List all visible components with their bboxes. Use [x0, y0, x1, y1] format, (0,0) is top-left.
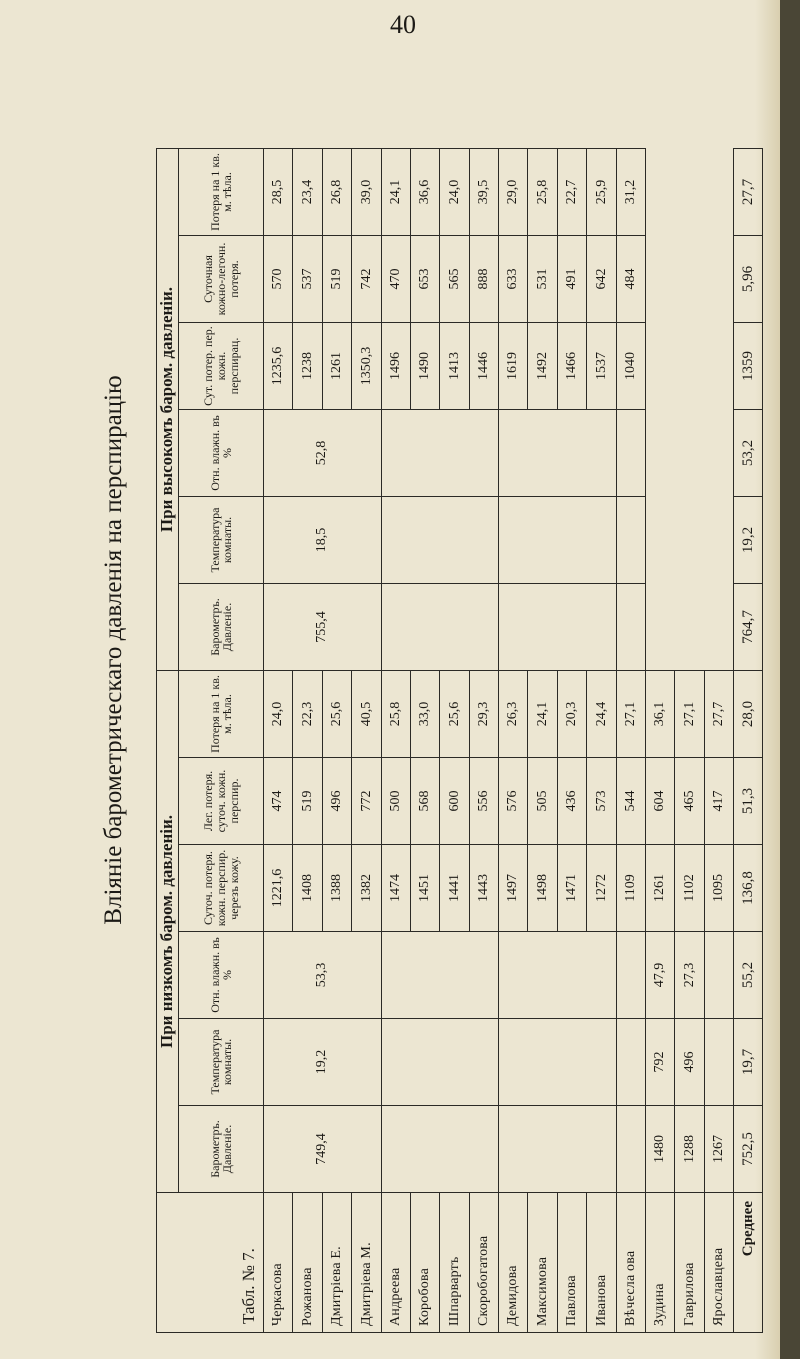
cell-lm: 24,1 — [528, 671, 557, 758]
cell-hm: 31,2 — [616, 149, 645, 236]
cell-lloss: 568 — [410, 758, 439, 845]
cell-hper: 1413 — [440, 323, 469, 410]
cell-hm: 39,0 — [352, 149, 381, 236]
cell-lloss: 576 — [499, 758, 528, 845]
average-lper: 136,8 — [734, 845, 763, 932]
cell-hp — [616, 584, 645, 671]
cell-hloss: 491 — [557, 236, 586, 323]
row-name: Павлова — [557, 1193, 586, 1333]
cell-hper: 1492 — [528, 323, 557, 410]
average-label: Среднее — [734, 1193, 763, 1333]
average-lloss: 51,3 — [734, 758, 763, 845]
table-row — [704, 149, 733, 1333]
table-row — [499, 149, 528, 1333]
cell-hm: 36,1 — [645, 671, 674, 758]
cell-lm: 22,3 — [293, 671, 322, 758]
average-ht: 19,2 — [734, 497, 763, 584]
cell-hloss: 565 — [440, 236, 469, 323]
row-name: Андреева — [381, 1193, 410, 1333]
cell-hm: 25,9 — [587, 149, 616, 236]
cell-hh: 52,8 — [264, 410, 382, 497]
row-name: Вѣчесла ова — [616, 1193, 645, 1333]
col-low-loss: Лег. потеря. суточ. кожн. перспир. — [179, 758, 264, 845]
cell-hper: 1040 — [616, 323, 645, 410]
cell-lper: 1471 — [557, 845, 586, 932]
cell-lp: 749,4 — [264, 1106, 382, 1193]
cell-hm: 25,8 — [528, 149, 557, 236]
col-low-per-m: Потеря на 1 кв. м. тѣла. — [179, 671, 264, 758]
cell-hp — [381, 584, 499, 671]
col-high-per-m: Потеря на 1 кв. м. тѣла. — [179, 149, 264, 236]
cell-lloss: 792 — [645, 1019, 674, 1106]
cell-lm: 20,3 — [557, 671, 586, 758]
col-low-temperature: Температура комнаты. — [179, 1019, 264, 1106]
table-body — [264, 149, 763, 1333]
cell-lper: 1272 — [587, 845, 616, 932]
cell-lm: 25,8 — [381, 671, 410, 758]
cell-lloss: 500 — [381, 758, 410, 845]
cell-lh: 53,3 — [264, 932, 382, 1019]
col-low-pressure: Барометръ. Давленіе. — [179, 1106, 264, 1193]
cell-lt — [616, 1019, 645, 1106]
cell-hloss: 470 — [381, 236, 410, 323]
cell-hper: 1537 — [587, 323, 616, 410]
cell-lloss: 600 — [440, 758, 469, 845]
cell-ht — [381, 497, 499, 584]
cell-lloss: 496 — [675, 1019, 704, 1106]
cell-hper: 1238 — [293, 323, 322, 410]
cell-lper: 1109 — [616, 845, 645, 932]
cell-lper: 1288 — [675, 1106, 704, 1193]
cell-hper: 1261 — [322, 323, 351, 410]
cell-lm: 27,1 — [616, 671, 645, 758]
cell-ht — [616, 497, 645, 584]
col-high-temperature: Температура комнаты. — [179, 497, 264, 584]
cell-hm: 24,0 — [440, 149, 469, 236]
cell-hper: 1095 — [704, 845, 733, 932]
cell-hloss: 417 — [704, 758, 733, 845]
col-low-perspiration: Суточ. потеря. кожн. перспир. черезъ кожу. — [179, 845, 264, 932]
cell-lloss: 544 — [616, 758, 645, 845]
row-name: Черкасова — [264, 1193, 293, 1333]
cell-hm: 26,8 — [322, 149, 351, 236]
average-hloss: 5,96 — [734, 236, 763, 323]
table-row — [675, 149, 704, 1333]
cell-lh — [499, 932, 617, 1019]
cell-lper: 1382 — [352, 845, 381, 932]
cell-lloss: 436 — [557, 758, 586, 845]
cell-hloss: 642 — [587, 236, 616, 323]
cell-hper: 1446 — [469, 323, 498, 410]
cell-lm: 24,4 — [587, 671, 616, 758]
row-name: Коробова — [410, 1193, 439, 1333]
average-hper: 1359 — [734, 323, 763, 410]
average-hp: 764,7 — [734, 584, 763, 671]
cell-lper: 1221,6 — [264, 845, 293, 932]
table-row — [645, 149, 674, 1333]
cell-hloss: 653 — [410, 236, 439, 323]
cell-lm: 27,3 — [675, 932, 704, 1019]
cell-lper: 1388 — [322, 845, 351, 932]
cell-hh — [616, 410, 645, 497]
cell-hper: 1496 — [381, 323, 410, 410]
cell-hloss: 633 — [499, 236, 528, 323]
cell-lp — [499, 1106, 617, 1193]
cell-hloss: 531 — [528, 236, 557, 323]
data-table — [156, 148, 756, 1333]
cell-hm: 27,7 — [704, 671, 733, 758]
row-name: Демидова — [499, 1193, 528, 1333]
row-name: Ярославцева — [704, 1193, 733, 1333]
cell-hm: 22,7 — [557, 149, 586, 236]
average-row — [734, 149, 763, 1333]
table-row — [616, 149, 645, 1333]
cell-hp: 755,4 — [264, 584, 382, 671]
cell-lper: 1498 — [528, 845, 557, 932]
cell-lt — [499, 1019, 617, 1106]
cell-lt — [381, 1019, 499, 1106]
cell-hh — [499, 410, 617, 497]
cell-lper: 1497 — [499, 845, 528, 932]
cell-lloss: 474 — [264, 758, 293, 845]
cell-lloss: 505 — [528, 758, 557, 845]
cell-lm: 29,3 — [469, 671, 498, 758]
cell-lm: 26,3 — [499, 671, 528, 758]
cell-lper: 1441 — [440, 845, 469, 932]
table-row — [381, 149, 410, 1333]
group-high-header: При высокомъ баром. давленіи. — [157, 149, 179, 671]
col-high-perspiration: Сут. потер. пер. кожн. перспирац. — [179, 323, 264, 410]
page-number: 40 — [390, 10, 416, 39]
row-name: Зудина — [645, 1193, 674, 1333]
group-low-header: При низкомъ баром. давленіи. — [157, 671, 179, 1193]
cell-hm: 24,1 — [381, 149, 410, 236]
average-lh: 55,2 — [734, 932, 763, 1019]
row-name: Дмитріева Е. — [322, 1193, 351, 1333]
row-name: Рожанова — [293, 1193, 322, 1333]
cell-lper: 1480 — [645, 1106, 674, 1193]
row-name: Дмитріева М. — [352, 1193, 381, 1333]
cell-hper: 1619 — [499, 323, 528, 410]
cell-hper: 1466 — [557, 323, 586, 410]
cell-lm: 47,9 — [645, 932, 674, 1019]
cell-hloss: 570 — [264, 236, 293, 323]
row-name: Шпарвартъ — [440, 1193, 469, 1333]
col-high-pressure: Барометръ. Давленіе. — [179, 584, 264, 671]
book-spine-edge — [780, 0, 800, 1359]
cell-lloss: 573 — [587, 758, 616, 845]
cell-lp — [381, 1106, 499, 1193]
cell-hloss: 742 — [352, 236, 381, 323]
cell-ht: 18,5 — [264, 497, 382, 584]
cell-lh — [616, 932, 645, 1019]
average-hh: 53,2 — [734, 410, 763, 497]
average-lp: 752,5 — [734, 1106, 763, 1193]
average-lt: 19,7 — [734, 1019, 763, 1106]
cell-lm: 25,6 — [440, 671, 469, 758]
cell-lper: 1474 — [381, 845, 410, 932]
cell-hm: 27,1 — [675, 671, 704, 758]
cell-hm: 28,5 — [264, 149, 293, 236]
row-name: Максимова — [528, 1193, 557, 1333]
cell-hper: 1261 — [645, 845, 674, 932]
cell-hloss: 519 — [322, 236, 351, 323]
cell-lloss: 556 — [469, 758, 498, 845]
cell-hloss: 484 — [616, 236, 645, 323]
cell-lloss: 496 — [322, 758, 351, 845]
cell-lm: 24,0 — [264, 671, 293, 758]
cell-lloss: 772 — [352, 758, 381, 845]
cell-hloss: 604 — [645, 758, 674, 845]
cell-hper: 1350,3 — [352, 323, 381, 410]
row-name: Иванова — [587, 1193, 616, 1333]
cell-hper: 1102 — [675, 845, 704, 932]
col-high-humidity: Отн. влажн. въ % — [179, 410, 264, 497]
cell-lper: 1408 — [293, 845, 322, 932]
table-row — [264, 149, 293, 1333]
cell-hloss: 537 — [293, 236, 322, 323]
cell-lloss — [704, 1019, 733, 1106]
col-low-humidity: Отн. влажн. въ % — [179, 932, 264, 1019]
cell-hm: 23,4 — [293, 149, 322, 236]
cell-lm: 33,0 — [410, 671, 439, 758]
table-label: Табл. № 7. — [157, 1193, 264, 1333]
cell-hper: 1490 — [410, 323, 439, 410]
cell-hloss: 888 — [469, 236, 498, 323]
cell-hp — [499, 584, 617, 671]
cell-lp — [616, 1106, 645, 1193]
average-hm: 27,7 — [734, 149, 763, 236]
cell-lper: 1451 — [410, 845, 439, 932]
table-title-block — [100, 150, 136, 1150]
cell-hm: 29,0 — [499, 149, 528, 236]
cell-hm: 39,5 — [469, 149, 498, 236]
cell-lm: 40,5 — [352, 671, 381, 758]
cell-hm: 36,6 — [410, 149, 439, 236]
cell-lper: 1443 — [469, 845, 498, 932]
row-name: Скоробогатова — [469, 1193, 498, 1333]
table-title: Вліяніе барометрическаго давленія на перспирацію — [100, 375, 127, 925]
col-high-loss: Суточная кожно-легочн. потеря. — [179, 236, 264, 323]
cell-lper: 1267 — [704, 1106, 733, 1193]
row-name: Гаврилова — [675, 1193, 704, 1333]
cell-hloss: 465 — [675, 758, 704, 845]
average-lm: 28,0 — [734, 671, 763, 758]
cell-lm: 25,6 — [322, 671, 351, 758]
cell-hh — [381, 410, 499, 497]
cell-ht — [499, 497, 617, 584]
cell-lt: 19,2 — [264, 1019, 382, 1106]
cell-lloss: 519 — [293, 758, 322, 845]
cell-hper: 1235,6 — [264, 323, 293, 410]
cell-lm — [704, 932, 733, 1019]
cell-lh — [381, 932, 499, 1019]
